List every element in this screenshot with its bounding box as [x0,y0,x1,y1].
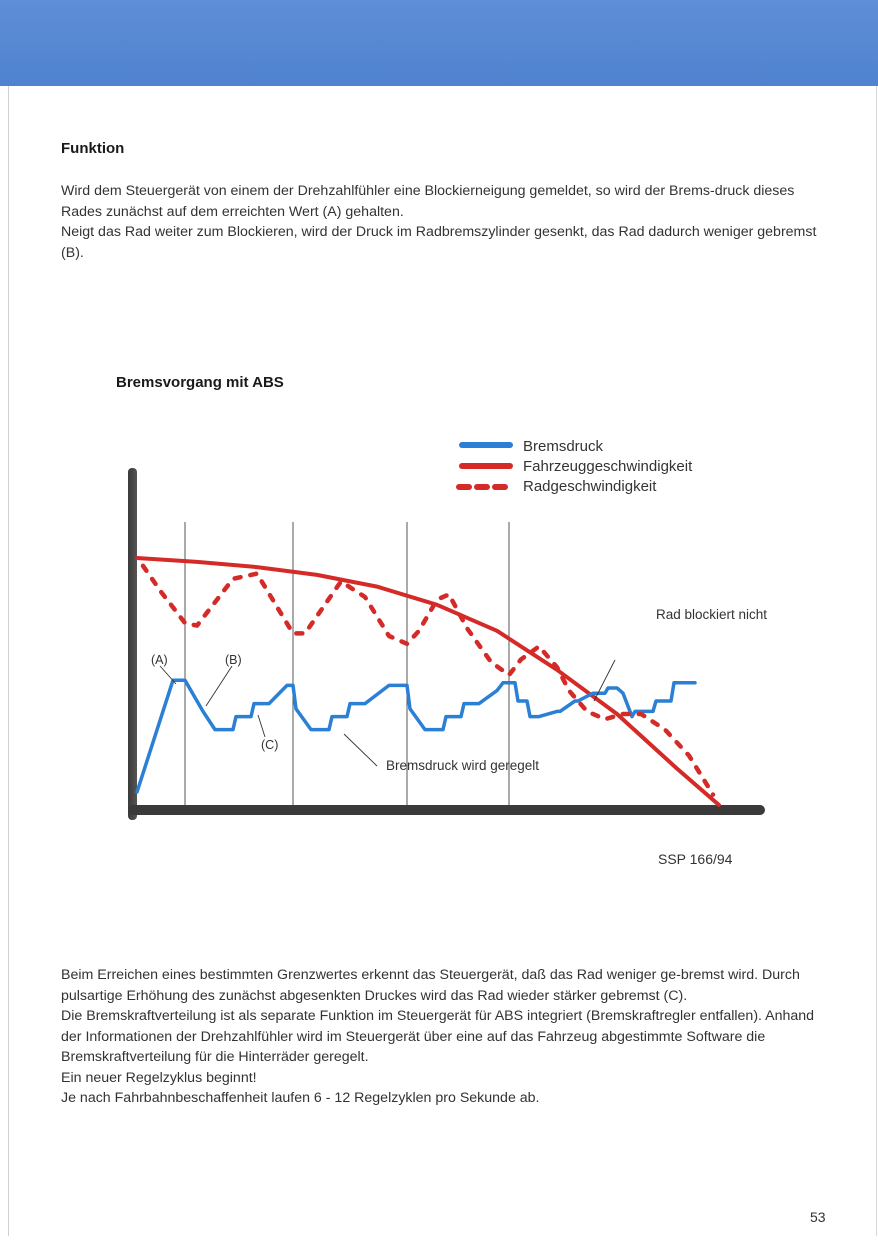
intro-paragraph-2: Neigt das Rad weiter zum Blockieren, wird der Druck im Radbremszylinder gesenkt, das Rad dadurch weniger gebremst (B). [61,224,817,261]
annotation-not-locked: Rad blockiert nicht [656,607,768,622]
series-line-bremsdruck [137,680,695,792]
annotation-b: (B) [225,653,242,667]
intro-paragraph-1: Wird dem Steuergerät von einem der Drehzahlfühler eine Blockierneigung gemeldet, so wird der Brems-druck dieses Rades zunächst auf dem erreichten Wert (A) gehalten. [61,183,795,220]
pointer-line-a [160,666,176,684]
body-paragraph-2: Die Bremskraftverteilung ist als separate Funktion im Steuergerät für ABS integriert (Bremskraftregler entfallen). Anhand der Informationen der Drehzahlfühler wird im Steuergerät über eine auf das Fahrzeug abgestimmte Software die Bremskraftverteilung für die Hinterräder geregelt. [61,1008,815,1065]
pointer-line-c [258,715,265,737]
legend-label-fahrzeuggeschwindigkeit: Fahrzeuggeschwindigkeit [523,458,693,475]
body-paragraph-4: Je nach Fahrbahnbeschaffenheit laufen 6 - 12 Regelzyklen pro Sekunde ab. [61,1090,540,1106]
body-paragraph-3: Ein neuer Regelzyklus beginnt! [61,1069,257,1086]
chart-title: Bremsvorgang mit ABS [116,374,284,391]
y-axis [128,468,137,820]
legend-swatch-fahrzeuggeschwindigkeit [459,463,513,469]
figure-caption: SSP 166/94 [658,851,733,867]
annotation-c: (C) [261,738,279,752]
chart-legend [459,438,693,495]
annotation-regulated: Bremsdruck wird geregelt [386,758,540,773]
body-paragraph-1: Beim Erreichen eines bestimmten Grenzwertes erkennt das Steuergerät, daß das Rad weniger ge-bremst wird. Durch pulsartige Erhöhung des zunächst abgesenkten Druckes wird das Rad wieder stärker gebremst (C). [61,967,800,1004]
section-heading: Funktion [61,140,125,157]
pointer-line-regulated [344,734,377,766]
legend-label-radgeschwindigkeit: Radgeschwindigkeit [523,478,657,495]
legend-label-bremsdruck: Bremsdruck [523,438,604,455]
explanation-text [61,965,831,1109]
page-number: 53 [810,1209,826,1225]
pointer-line-b [206,666,232,706]
annotation-a: (A) [151,653,168,667]
legend-swatch-bremsdruck [459,442,513,448]
x-axis [128,805,765,815]
